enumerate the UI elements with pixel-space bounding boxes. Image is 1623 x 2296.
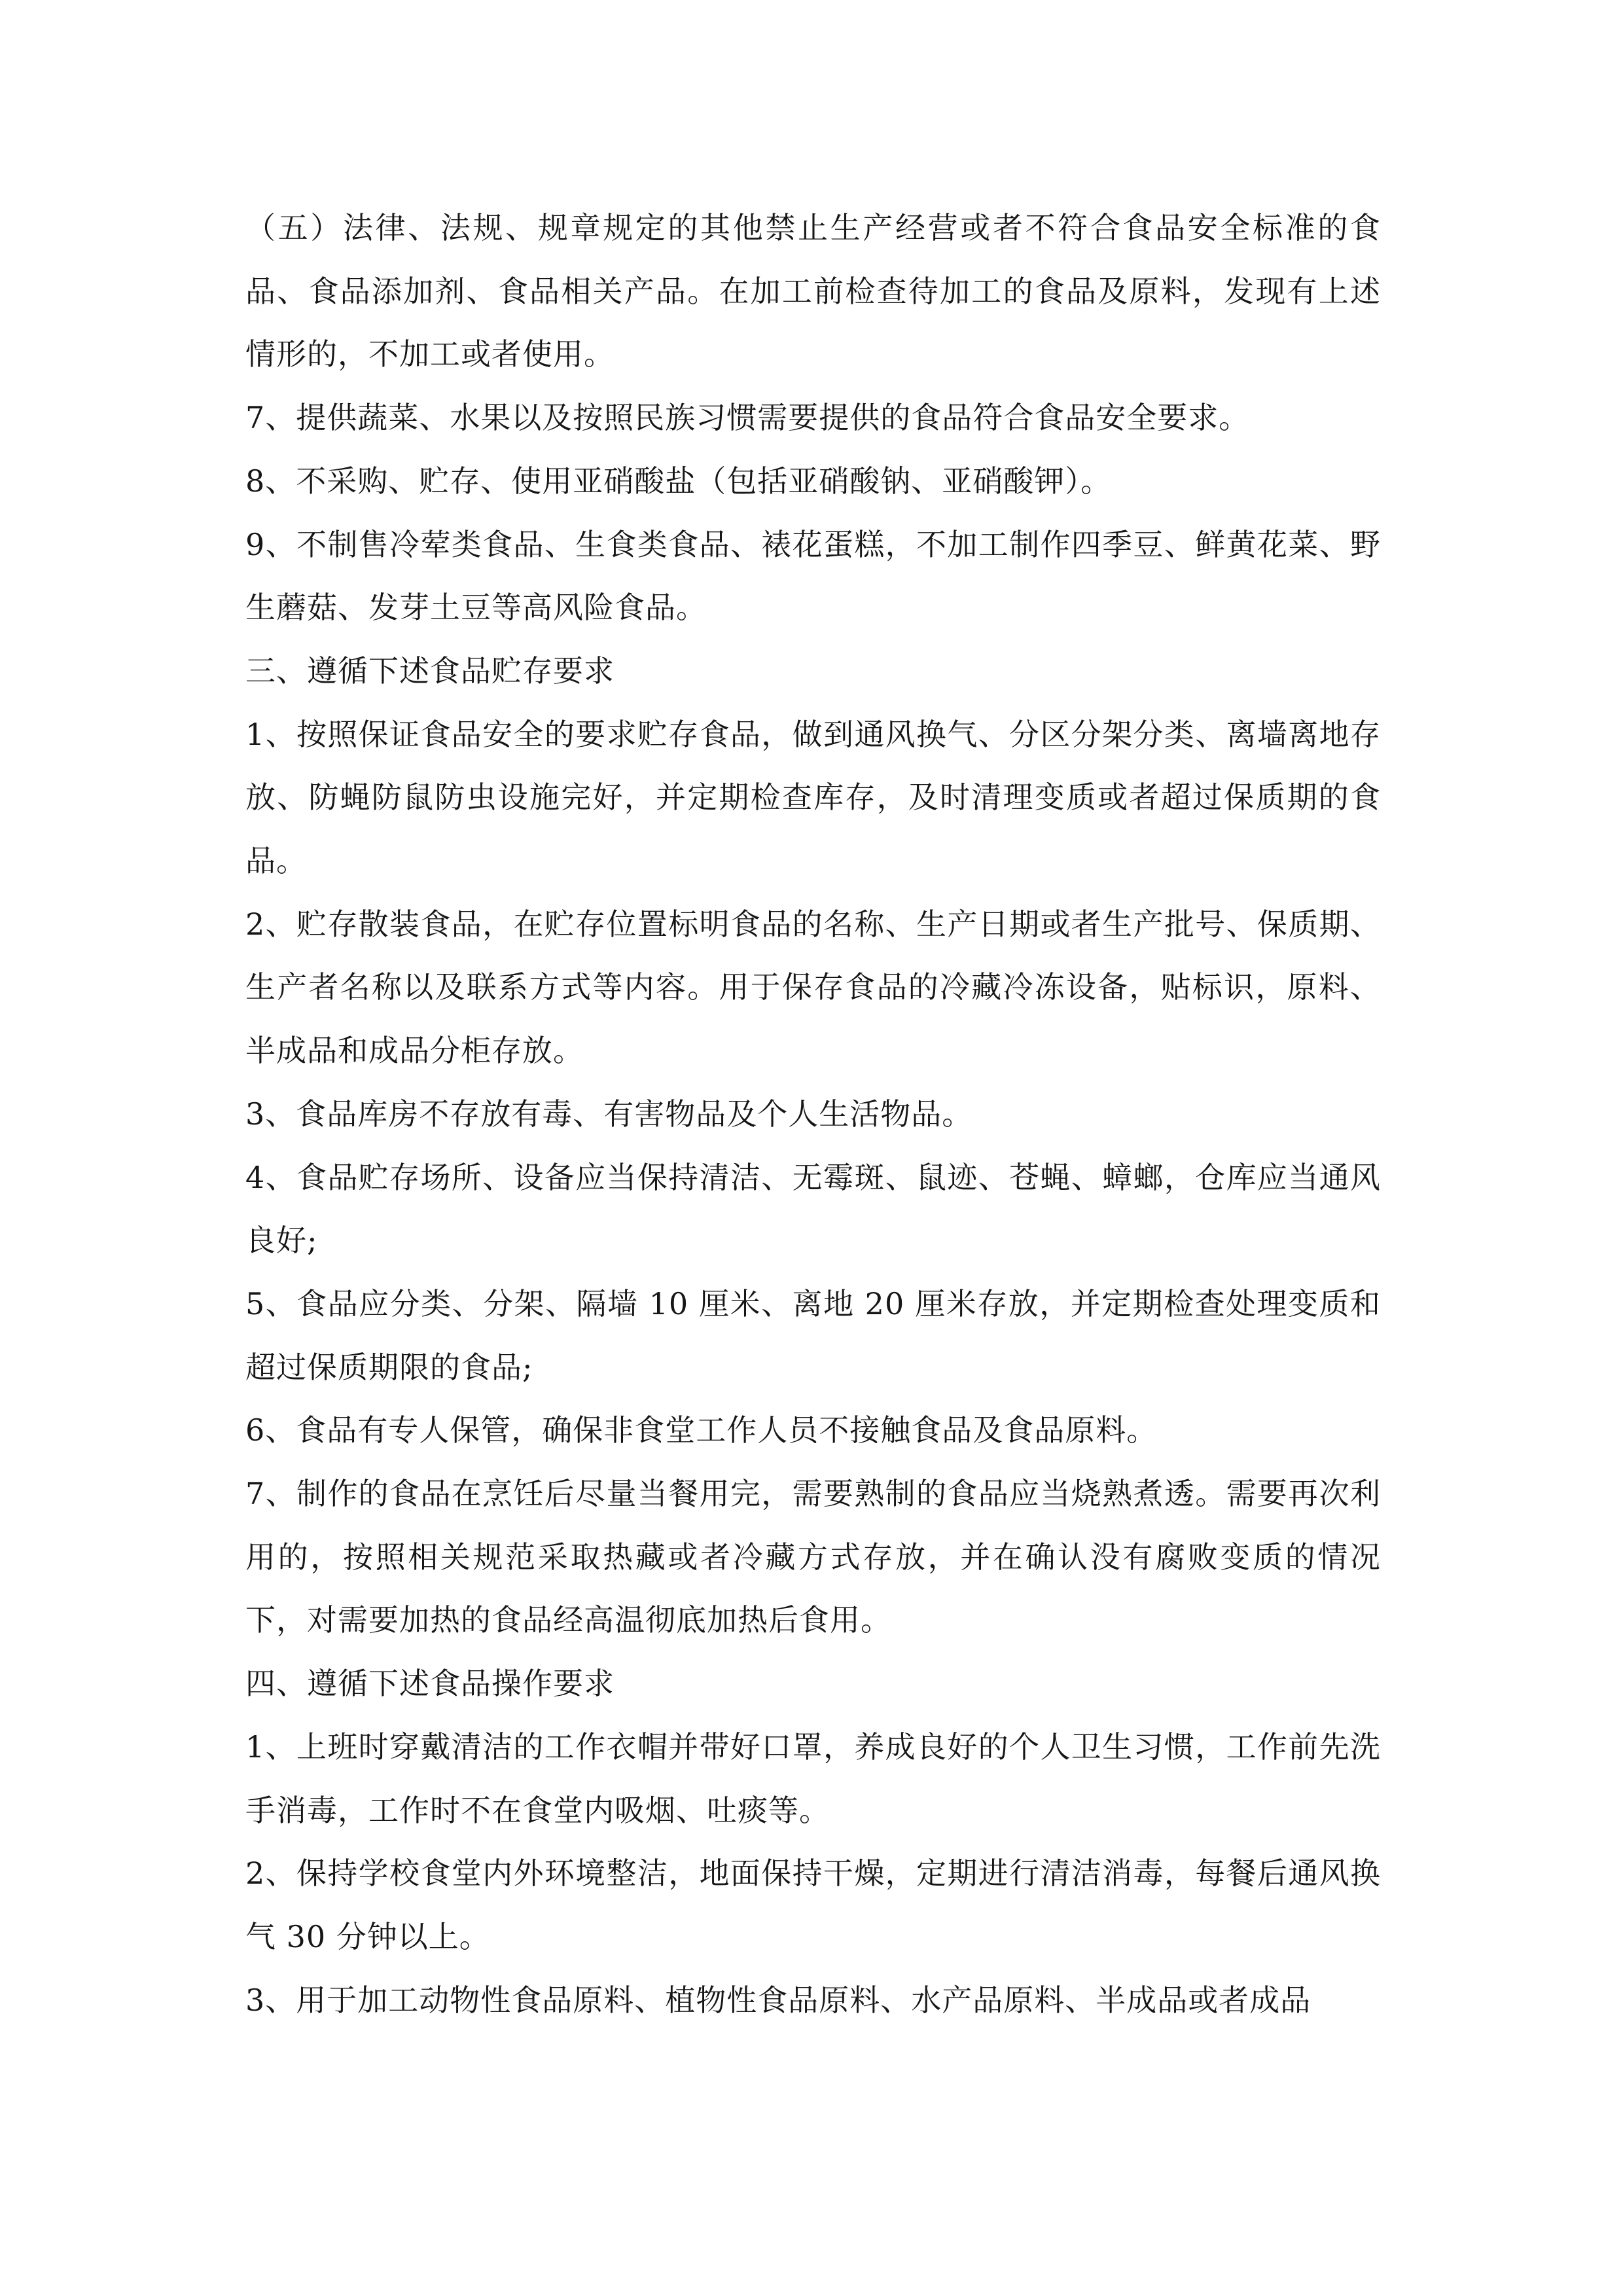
paragraph-storage-2: 2、贮存散装食品，在贮存位置标明食品的名称、生产日期或者生产批号、保质期、生产者名称以及联系方式等内容。用于保存食品的冷藏冷冻设备，贴标识，原料、半成品和成品分柜存放。	[245, 906, 1381, 1069]
paragraph-operation-2: 2、保持学校食堂内外环境整洁，地面保持干燥，定期进行清洁消毒，每餐后通风换气 30 分钟以上。	[245, 1856, 1381, 1954]
paragraph-storage-1: 1、按照保证食品安全的要求贮存食品，做到通风换气、分区分架分类、离墙离地存放、防蝇防鼠防虫设施完好，并定期检查库存，及时清理变质或者超过保质期的食品。	[245, 716, 1381, 879]
paragraph-operation-1: 1、上班时穿戴清洁的工作衣帽并带好口罩，养成良好的个人卫生习惯，工作前先洗手消毒，工作时不在食堂内吸烟、吐痰等。	[245, 1729, 1381, 1828]
paragraph-item-9-high-risk: 9、不制售冷荤类食品、生食类食品、裱花蛋糕，不加工制作四季豆、鲜黄花菜、野生蘑菇、发芽土豆等高风险食品。	[245, 526, 1381, 626]
section-heading-operation: 四、遵循下述食品操作要求	[245, 1666, 615, 1702]
section-heading-storage: 三、遵循下述食品贮存要求	[245, 653, 615, 689]
paragraph-item-8-nitrite: 8、不采购、贮存、使用亚硝酸盐（包括亚硝酸钠、亚硝酸钾）。	[245, 463, 1112, 499]
paragraph-storage-3: 3、食品库房不存放有毒、有害物品及个人生活物品。	[245, 1096, 973, 1132]
paragraph-storage-6: 6、食品有专人保管，确保非食堂工作人员不接触食品及食品原料。	[245, 1412, 1158, 1448]
paragraph-item-7-vegetables: 7、提供蔬菜、水果以及按照民族习惯需要提供的食品符合食品安全要求。	[245, 400, 1250, 436]
paragraph-storage-7: 7、制作的食品在烹饪后尽量当餐用完，需要熟制的食品应当烧熟煮透。需要再次利用的，按照相关规范采取热藏或者冷藏方式存放，并在确认没有腐败变质的情况下，对需要加热的食品经高温彻底加热后食用。	[245, 1476, 1381, 1638]
paragraph-prohibited-items: （五）法律、法规、规章规定的其他禁止生产经营或者不符合食品安全标准的食品、食品添加剂、食品相关产品。在加工前检查待加工的食品及原料，发现有上述情形的，不加工或者使用。	[245, 210, 1381, 372]
paragraph-storage-4: 4、食品贮存场所、设备应当保持清洁、无霉斑、鼠迹、苍蝇、蟑螂，仓库应当通风良好;	[245, 1159, 1381, 1259]
paragraph-operation-3: 3、用于加工动物性食品原料、植物性食品原料、水产品原料、半成品或者成品	[245, 1982, 1311, 2018]
document-body	[245, 196, 1381, 2032]
paragraph-storage-5: 5、食品应分类、分架、隔墙 10 厘米、离地 20 厘米存放，并定期检查处理变质和超过保质期限的食品;	[245, 1285, 1381, 1385]
